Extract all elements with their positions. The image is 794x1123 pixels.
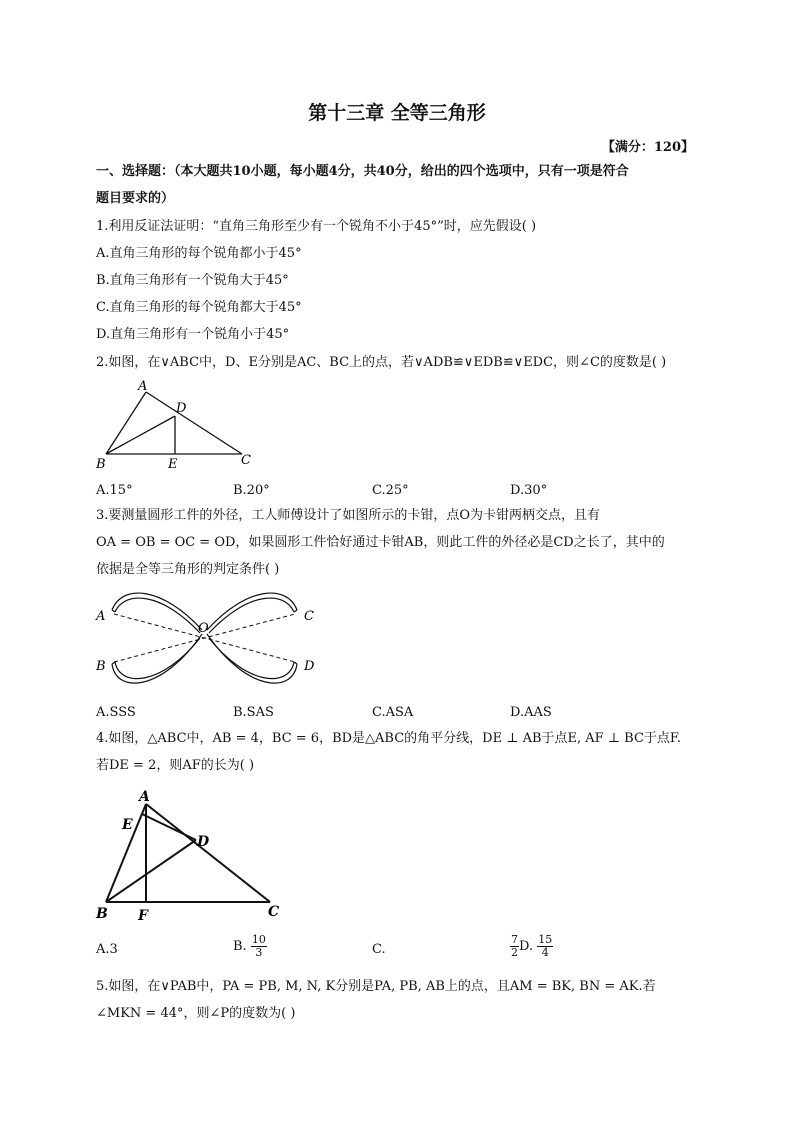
q3-stem-line1: 3.要测量圆形工件的外径，工人师傅设计了如图所示的卡钳，点O为卡钳两柄交点，且有 — [96, 508, 601, 523]
q4-option-b-denominator: 3 — [255, 946, 263, 959]
q2-option-b: B.20° — [233, 483, 270, 498]
full-score: 【满分：120】 — [601, 140, 694, 155]
q3-stem-line3: 依据是全等三角形的判定条件( ) — [96, 562, 280, 577]
q3-option-a: A.SSS — [96, 705, 136, 720]
q3-stem-line2: OA = OB = OC = OD，如果圆形工件恰好通过卡钳AB，则此工件的外径必是CD之长了，其中的 — [96, 535, 665, 550]
q4-stem-line2: 若DE = 2，则AF的长为( ) — [96, 758, 255, 773]
q2-label-b: B — [96, 457, 106, 472]
q3-label-o: O — [198, 621, 209, 636]
q4-stem-line1: 4.如图，△ABC中，AB = 4，BC = 6，BD是△ABC的角平分线，DE ⊥ AB于点E, AF ⊥ BC于点F. — [96, 731, 682, 746]
section-heading-line1: 一、选择题：（本大题共10小题，每小题4分，共40分，给出的四个选项中，只有一项是符合 — [96, 164, 629, 179]
q4-option-b-prefix: B. — [233, 939, 247, 954]
q3-caliper-figure — [92, 584, 322, 694]
q4-option-d-prefix: D. — [519, 939, 534, 954]
q4-option-cd-fractions — [510, 934, 553, 959]
q3-option-b: B.SAS — [233, 705, 274, 720]
q4-option-b — [233, 934, 267, 959]
q4-label-a: A — [139, 789, 150, 805]
q4-option-c-denominator: 2 — [511, 946, 518, 959]
q3-label-b: B — [96, 659, 106, 674]
q2-option-a: A.15° — [96, 483, 133, 498]
q2-option-c: C.25° — [372, 483, 409, 498]
q4-option-d-denominator: 4 — [541, 946, 549, 959]
q4-option-a: A.3 — [96, 942, 118, 957]
q2-label-c: C — [241, 453, 251, 468]
q4-option-d-numerator: 15 — [538, 933, 553, 946]
q3-label-a: A — [96, 609, 106, 624]
q4-option-c-numerator: 7 — [511, 933, 518, 946]
q5-stem-line1: 5.如图，在∨PAB中，PA = PB, M, N, K分别是PA, PB, AB上的点，且AM = BK, BN = AK.若 — [96, 979, 656, 994]
q4-option-c: C. — [372, 942, 386, 957]
q1-option-a: A.直角三角形的每个锐角都小于45° — [96, 246, 302, 261]
q2-label-a: A — [138, 379, 148, 394]
q3-label-d: D — [304, 659, 315, 674]
q4-label-d: D — [197, 834, 210, 850]
q4-option-b-numerator: 10 — [251, 933, 266, 946]
q1-option-d: D.直角三角形有一个锐角小于45° — [96, 327, 290, 342]
q4-option-c-fraction — [510, 934, 519, 959]
q2-stem: 2.如图，在∨ABC中，D、E分别是AC、BC上的点，若∨ADB≌∨EDB≌∨EDC，则∠C的度数是( ) — [96, 355, 667, 370]
q3-option-d: D.AAS — [510, 705, 552, 720]
q2-label-d: D — [176, 401, 187, 416]
q5-stem-line2: ∠MKN = 44°，则∠P的度数为( ) — [96, 1006, 296, 1021]
q4-option-d-fraction — [537, 934, 553, 959]
q4-label-b: B — [96, 906, 108, 922]
q2-option-d: D.30° — [510, 483, 548, 498]
q1-option-c: C.直角三角形的每个锐角都大于45° — [96, 300, 302, 315]
page-title: 第十三章 全等三角形 — [308, 102, 486, 124]
q4-label-c: C — [268, 904, 280, 920]
q4-label-f: F — [138, 908, 148, 924]
q1-option-b: B.直角三角形有一个锐角大于45° — [96, 273, 289, 288]
q2-figure — [92, 376, 262, 476]
q3-label-c: C — [304, 609, 314, 624]
q1-stem: 1.利用反证法证明：“直角三角形至少有一个锐角不小于45°”时，应先假设( ) — [96, 219, 537, 234]
q4-option-b-fraction — [251, 934, 267, 959]
q3-option-c: C.ASA — [372, 705, 414, 720]
q2-label-e: E — [168, 457, 178, 472]
section-heading-line2: 题目要求的） — [96, 191, 175, 206]
q4-label-e: E — [122, 817, 133, 833]
q4-figure — [92, 784, 292, 924]
